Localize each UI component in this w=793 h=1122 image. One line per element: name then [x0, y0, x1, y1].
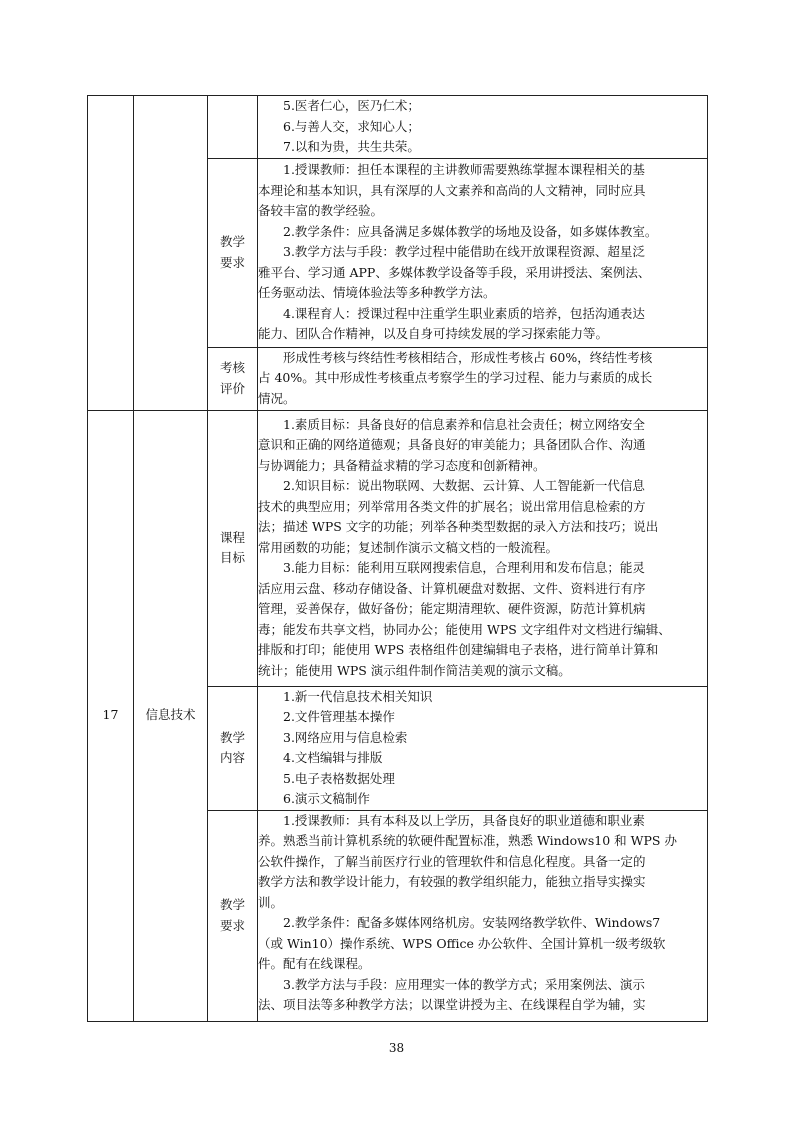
paragraph: 2.知识目标：说出物联网、大数据、云计算、人工智能新一代信息 技术的典型应用；列举常用各类文件的扩展名；说出常用信息检索的方 法；描述 WPS 文字的功能；列举各种类型数据的录入方法和技巧；说出 常用函数的功能；复述制作演示文稿文档的一般流程。: [258, 478, 659, 555]
list-item: 4.文档编辑与排版: [283, 750, 383, 765]
row-number-cell-prev: [88, 96, 134, 411]
values-content-cell: [258, 96, 708, 159]
list-item: 5.医者仁心，医乃仁术；: [283, 98, 420, 113]
list-item: 3.网络应用与信息检索: [283, 729, 408, 745]
paragraph: 形成性考核与终结性考核相结合，形成性考核占 60%，终结性考核 占 40%。其中形成性考核重点考察学生的学习过程、能力与素质的成长 情况。: [258, 349, 653, 406]
paragraph: 1.授课教师：担任本课程的主讲教师需要熟练掌握本课程相关的基 本理论和基本知识，具有深厚的人文素养和高尚的人文精神，同时应具 备较丰富的教学经验。: [258, 162, 646, 219]
course-objectives-label: 课程 目标: [208, 410, 258, 686]
label-cell-empty: [208, 96, 258, 159]
course-name-cell-prev: [134, 96, 208, 411]
paragraph: 3.教学方法与手段：应用理实一体的教学方式；采用案例法、演示 法、项目法等多种教学方法；以课堂讲授为主、在线课程自学为辅，实: [258, 976, 646, 1012]
paragraph: 3.能力目标：能利用互联网搜索信息，合理利用和发布信息；能灵 活应用云盘、移动存储设备、计算机硬盘对数据、文件、资料进行有序 管理，妥善保存，做好备份；能定期清理软、硬件资源，防范计算机病 毒；能发布共享文档，协同办公；能使用 WPS 文字组件对文档进行编辑、 排版和打印；能使用 WPS 表格组件创建编辑电子表格，进行简单计算和 统计；能使用 WPS 演示组件制作简洁美观的演示文稿。: [258, 560, 671, 678]
paragraph: 1.授课教师：具有本科及以上学历，具备良好的职业道德和职业素 养。熟悉当前计算机系统的软硬件配置标准，熟悉 Windows10 和 WPS 办 公软件操作，了解当前医疗行业的管理软件和信息化程度。具备一定的 教学方法和教学设计能力，有较强的教学组织能力，能独立指导实操实 训。: [258, 812, 677, 910]
paragraph: 1.素质目标：具备良好的信息素养和信息社会责任；树立网络安全 意识和正确的网络道德观；具备良好的审美能力；具备团队合作、沟通 与协调能力；具备精益求精的学习态度和创新精神。: [258, 416, 646, 473]
list-item: 5.电子表格数据处理: [283, 770, 395, 786]
paragraph: 2.教学条件：应具备满足多媒体教学的场地及设备，如多媒体教室。: [283, 223, 658, 239]
paragraph: 3.教学方法与手段：教学过程中能借助在线开放课程资源、超星泛 雅平台、学习通 APP、多媒体教学设备等手段，采用讲授法、案例法、 任务驱动法、情境体验法等多种教学方法。: [258, 244, 651, 301]
list-item: 7.以和为贵，共生共荣。: [283, 139, 420, 154]
teaching-requirements-label-17: 教学 要求: [208, 810, 258, 1021]
list-item: 2.文件管理基本操作: [283, 709, 395, 724]
table-row: [88, 410, 708, 686]
curriculum-table: [87, 95, 708, 1022]
list-item: 6.演示文稿制作: [283, 791, 370, 806]
paragraph: 4.课程育人：授课过程中注重学生职业素质的培养，包括沟通表达 能力、团队合作精神，以及自身可持续发展的学习探索能力等。: [258, 305, 645, 342]
assessment-content: [258, 347, 708, 410]
list-item: 1.新一代信息技术相关知识: [283, 688, 433, 704]
teaching-requirements-content: [258, 158, 708, 347]
table-row: [88, 96, 708, 159]
teaching-content-label: 教学 内容: [208, 686, 258, 810]
course-name-cell: 信息技术: [134, 410, 208, 1021]
course-objectives-content: [258, 410, 708, 686]
teaching-requirements-label: 教学 要求: [208, 158, 258, 347]
row-number-cell: 17: [88, 410, 134, 1021]
page-number: 38: [388, 1041, 405, 1055]
teaching-requirements-content-17: [258, 810, 708, 1021]
assessment-label: 考核 评价: [208, 347, 258, 410]
list-item: 6.与善人交，求知心人；: [283, 118, 420, 134]
paragraph: 2.教学条件：配备多媒体网络机房。安装网络教学软件、Windows7 （或 Win10）操作系统、WPS Office 办公软件、全国计算机一级考级软 件。配有在线课程。: [258, 915, 666, 971]
teaching-content-list: [258, 686, 708, 810]
